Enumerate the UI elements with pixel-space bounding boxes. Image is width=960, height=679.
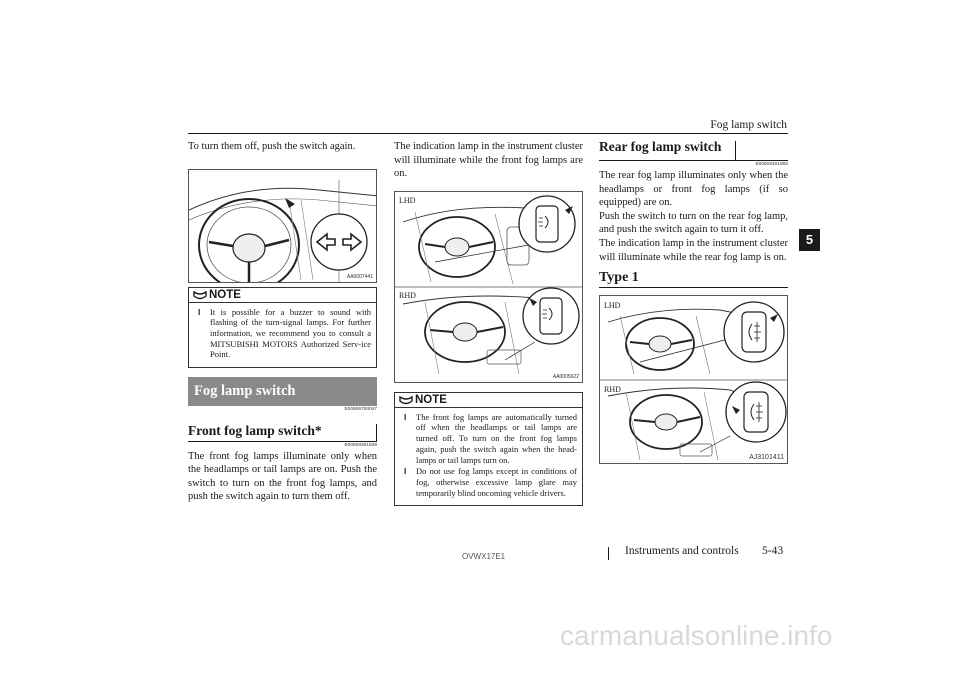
note-item [400, 412, 577, 466]
figure-front-fog-switch [394, 191, 583, 383]
figure-dashboard-turn-signal [188, 169, 377, 283]
watermark: carmanualsonline.info [560, 620, 833, 651]
heading-text: Front fog lamp switch* [188, 422, 322, 438]
note-icon [193, 290, 207, 301]
note-item-text: Do not use fog lamps except in conditions of fog, otherwise excessive lamp glare may temporarily blind oncoming vehicle drivers. [416, 466, 577, 498]
dashboard-illustration [189, 170, 377, 283]
heading-rule [599, 287, 788, 288]
label-lhd: LHD [399, 195, 416, 205]
reference-code: E00508301839 [344, 442, 377, 448]
page-number: 5-43 [762, 545, 784, 557]
heading-rule [188, 441, 377, 442]
rear-fog-heading [599, 137, 788, 161]
figure-code: AJ3101411 [749, 454, 784, 462]
note-item [400, 466, 577, 498]
note-item-text: The front fog lamps are automatically turned off when the headlamps or tail lamps are turned off. To turn on the front fog lamps again, push the switch again when the head-lamps or tail lamps turn on. [416, 411, 577, 465]
figure-code: AA0007441 [346, 273, 373, 280]
document-code: OVWX17E1 [462, 552, 506, 561]
note-title: NOTE [415, 393, 447, 406]
column-2 [394, 140, 583, 506]
note-header [395, 393, 582, 408]
figure-code: AA0005622 [552, 373, 579, 380]
reference-code: E00508401856 [755, 162, 788, 167]
footer-section: Instruments and controls [625, 545, 739, 557]
note-item-text: It is possible for a buzzer to sound with flashing of the turn-signal lamps. For further information, we recommend you to consult a MITSUBISHI MOTORS Authorized Serv-ice Point. [210, 306, 371, 360]
note-header [189, 288, 376, 303]
rear-fog-switch-illustration [600, 296, 788, 464]
note-item [194, 307, 371, 361]
note-icon [399, 395, 413, 406]
front-fog-heading [188, 420, 377, 442]
figure-rear-fog-switch [599, 295, 788, 464]
intro-text: To turn them off, push the switch again. [188, 141, 356, 152]
chapter-tab: 5 [799, 229, 820, 251]
note-box [188, 287, 377, 368]
heading-text: Rear fog lamp switch [599, 139, 722, 154]
rear-fog-text: The rear fog lamp illuminates only when the headlamps or front fog lamps (if so equipped) are on. Push the switch to turn on the rear fog lamp, and push the switch again to turn it off. The indication lamp in the instrument cluster will illuminate while the rear fog lamp is on. [599, 170, 788, 263]
note-body [189, 303, 376, 367]
front-fog-text: The front fog lamps illuminate only when the headlamps or tail lamps are on. Push the switch to turn on the front fog lamps, and push the switch again to turn them off. [188, 450, 377, 503]
heading-text: Type 1 [599, 270, 639, 286]
bullet-icon: l [198, 306, 201, 317]
heading-tick [376, 424, 377, 442]
zoom-callout [311, 214, 367, 270]
bullet-icon: l [404, 411, 407, 422]
label-lhd: LHD [604, 301, 621, 311]
label-rhd: RHD [399, 290, 416, 300]
header-rule [188, 133, 788, 134]
indication-text: The indication lamp in the instrument cluster will illuminate while the front fog lamps are on. [394, 141, 583, 180]
heading-tick [735, 141, 736, 161]
note-title: NOTE [209, 288, 241, 301]
pointer-arrow-icon [285, 198, 295, 208]
bullet-icon: l [404, 466, 407, 477]
fog-switch-button [536, 206, 558, 242]
section-banner: Fog lamp switch [188, 377, 377, 406]
type-1-heading [599, 270, 788, 288]
front-fog-switch-illustration [395, 192, 583, 383]
label-rhd: RHD [604, 385, 621, 395]
heading-rule [599, 160, 788, 161]
running-header: Fog lamp switch [710, 119, 787, 131]
note-box [394, 392, 583, 506]
reference-code: E00506700047 [344, 406, 377, 412]
column-3 [599, 137, 788, 464]
fog-switch-button [540, 298, 562, 334]
footer-rule [608, 547, 609, 560]
note-body [395, 408, 582, 505]
column-1 [188, 140, 377, 504]
